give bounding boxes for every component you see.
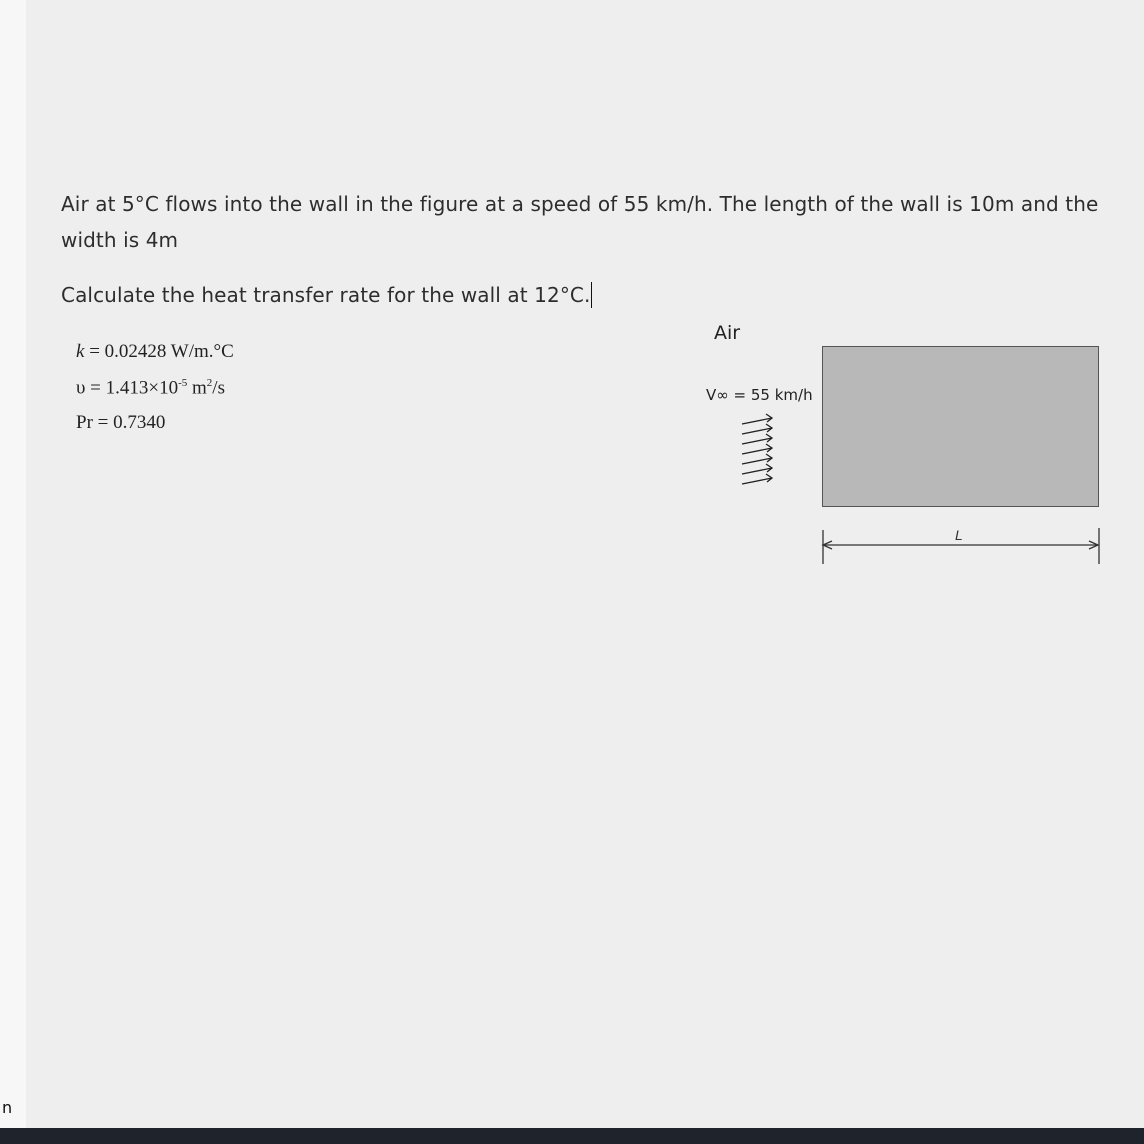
flow-arrow [742, 474, 772, 484]
flow-arrow [742, 414, 772, 424]
flow-arrows [742, 414, 772, 484]
k-value: = 0.02428 W/m.°C [84, 341, 234, 362]
k-symbol: k [76, 341, 85, 362]
air-label: Air [714, 322, 741, 344]
flow-arrow [742, 424, 772, 434]
length-label: L [955, 527, 963, 543]
problem-content [26, 0, 1144, 1128]
prandtl-number: Pr = 0.7340 [76, 412, 166, 433]
problem-statement-line1: Air at 5°C flows into the wall in the figure at a speed of 55 km/h. The length of the wall is 10m and the [61, 192, 1099, 216]
nu-prefix: υ = 1.413×10 [76, 377, 179, 399]
nu-suffix: /s [212, 377, 225, 399]
taskbar-strip [0, 1128, 1144, 1144]
left-window-edge [0, 0, 26, 1128]
document-screen [26, 0, 1144, 1128]
nu-unit: m [187, 377, 207, 399]
velocity-label: V∞ = 55 km/h [706, 386, 813, 404]
flow-arrow [742, 464, 772, 474]
nu-unit-exponent: 2 [206, 377, 213, 389]
problem-statement-line2: width is 4m [61, 228, 179, 252]
edge-text: n [2, 1098, 13, 1117]
question-label: Calculate the heat transfer rate for the wall at 12°C. [61, 283, 591, 307]
flow-arrow [742, 454, 772, 464]
nu-exponent: -5 [178, 377, 188, 389]
flow-arrow [742, 434, 772, 444]
flow-and-dimension-figure [26, 0, 1144, 1128]
flow-arrow [742, 444, 772, 454]
